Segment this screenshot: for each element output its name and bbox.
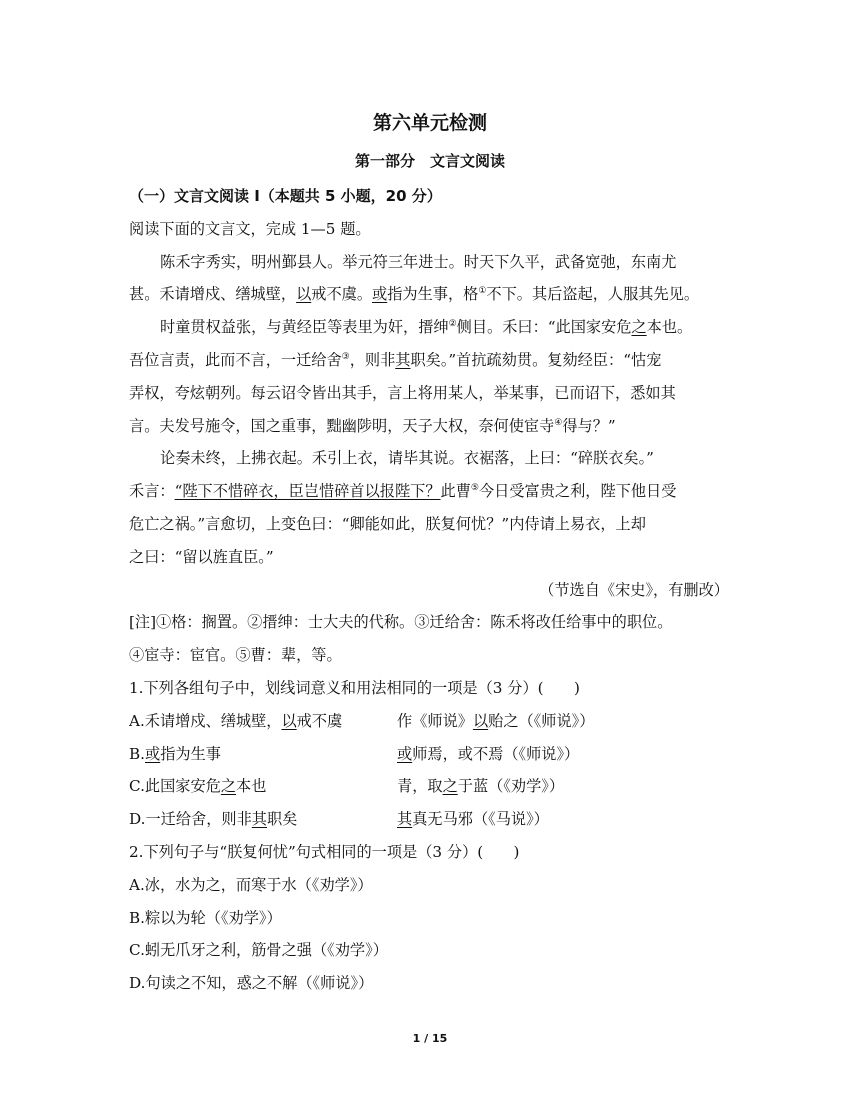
footnote-marker: ③ bbox=[341, 351, 350, 362]
instruction-text: 阅读下面的文言文，完成 1—5 题。 bbox=[129, 219, 371, 238]
question-2-option-c: C.蚓无爪牙之利，筋骨之强（《劝学》） bbox=[129, 941, 388, 960]
underlined-word: 以 bbox=[296, 285, 312, 304]
question-2-option-a: A.冰，水为之，而寒于水（《劝学》） bbox=[129, 875, 373, 894]
passage-line: 言。夫发号施令，国之重事，黜幽陟明，天子大权，奈何使宦寺④得与？” bbox=[129, 416, 616, 435]
question-1-option-a: A.禾请增戍、缮城壁，以戒不虞 作《师说》以贻之（《师说》） bbox=[129, 711, 595, 730]
passage-line: 弄权，夸炫朝列。每云诏令皆出其手，言上将用某人，举某事，已而诏下，悉如其 bbox=[129, 383, 676, 402]
underlined-word: 之 bbox=[220, 777, 237, 796]
underlined-word: 或 bbox=[397, 744, 413, 763]
passage-line: 甚。禾请增戍、缮城壁，以戒不虞。或指为生事，格①不下。其后盗起，人服其先见。 bbox=[129, 285, 700, 304]
question-2-option-b: B.粽以为轮（《劝学》） bbox=[129, 908, 282, 927]
footnote-marker: ⑤ bbox=[470, 483, 479, 494]
underlined-word: 以 bbox=[281, 711, 297, 730]
document-content bbox=[129, 180, 737, 1000]
passage-line: 吾位言责，此而不言，一迁给舍③，则非其职矣。”首抗疏劾贯。复劾经臣：“怙宠 bbox=[129, 350, 662, 369]
footnote-marker: ② bbox=[448, 319, 457, 330]
section-heading: （一）文言文阅读 I（本题共 5 小题，20 分） bbox=[129, 187, 442, 205]
underlined-word: 之 bbox=[442, 777, 458, 796]
page-title: 第六单元检测 bbox=[372, 112, 487, 134]
underlined-word: 或 bbox=[372, 285, 388, 304]
question-1-stem: 1.下列各组句子中，划线词意义和用法相同的一项是（3 分）( ) bbox=[129, 678, 580, 697]
footnote-marker: ④ bbox=[554, 417, 563, 428]
passage-line: 禾言：“陛下不惜碎衣，臣岂惜碎首以报陛下？此曹⑤今日受富贵之利，陛下他日受 bbox=[129, 482, 677, 501]
footnotes-line: ④宦寺：宦官。⑤曹：辈，等。 bbox=[129, 646, 342, 665]
passage-line: 时童贯权益张，与黄经臣等表里为奸，搢绅②侧目。禾曰：“此国家安危之本也。 bbox=[160, 318, 693, 337]
passage-source: （节选自《宋史》，有删改） bbox=[539, 580, 729, 599]
underlined-word: 其 bbox=[251, 810, 267, 829]
question-1-option-b: B.或指为生事 或师焉，或不焉（《师说》） bbox=[129, 744, 580, 763]
page-number: 1 / 15 bbox=[412, 1032, 448, 1045]
underlined-word: 之 bbox=[631, 318, 647, 337]
passage-line: 论奏未终，上拂衣起。禾引上衣，请毕其说。衣裾落，上曰：“碎朕衣矣。” bbox=[160, 449, 654, 468]
underlined-word: 以 bbox=[472, 711, 489, 730]
underlined-sentence: “陛下不惜碎衣，臣岂惜碎首以报陛下？ bbox=[174, 482, 441, 501]
footnote-marker: ① bbox=[478, 286, 487, 297]
passage-line: 陈禾字秀实，明州鄞县人。举元符三年进士。时天下久平，武备宽弛，东南尤 bbox=[160, 252, 677, 271]
passage-line: 危亡之祸。”言愈切，上变色曰：“卿能如此，朕复何忧？”内侍请上易衣，上却 bbox=[129, 514, 646, 533]
question-1-option-d: D.一迁给舍，则非其职矣 其真无马邪（《马说》） bbox=[129, 810, 549, 829]
underlined-word: 其 bbox=[397, 810, 413, 829]
underlined-word: 或 bbox=[145, 744, 161, 763]
question-1-option-c: C.此国家安危之本也 青，取之于蓝（《劝学》） bbox=[129, 777, 565, 796]
question-2-stem: 2.下列句子与“朕复何忧”句式相同的一项是（3 分）( ) bbox=[129, 842, 520, 861]
part-subtitle: 第一部分 文言文阅读 bbox=[354, 152, 505, 170]
underlined-word: 其 bbox=[395, 350, 411, 369]
passage-line: 之曰：“留以旌直臣。” bbox=[129, 547, 274, 566]
question-2-option-d: D.句读之不知，惑之不解（《师说》） bbox=[129, 974, 374, 993]
footnotes-line: [注]①格：搁置。②搢绅：士大夫的代称。③迁给舍：陈禾将改任给事中的职位。 bbox=[129, 613, 673, 632]
